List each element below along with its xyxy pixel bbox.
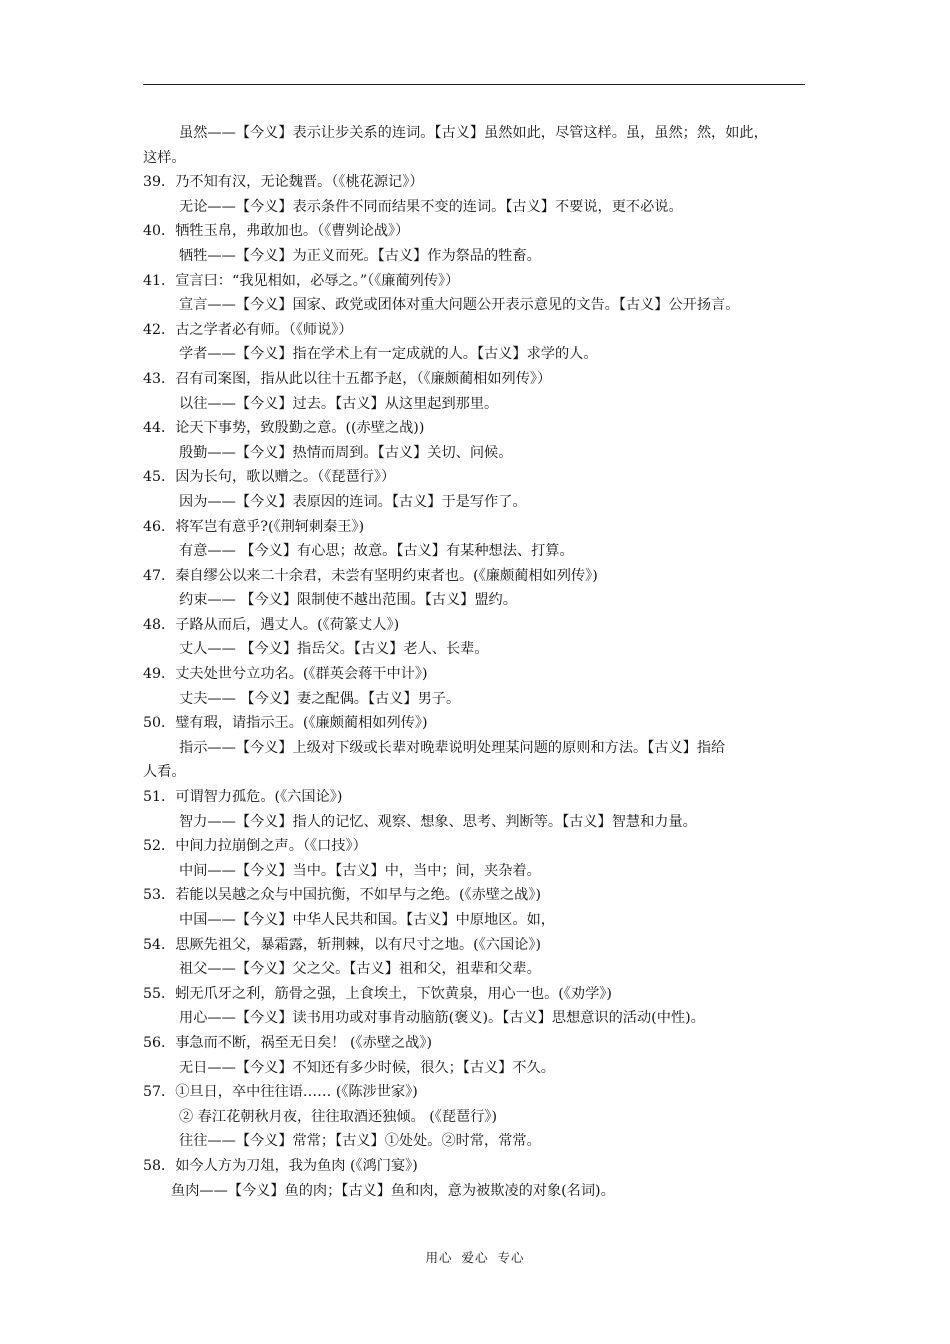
text-line: 这样。: [143, 149, 186, 166]
text-line: 52．中间力拉崩倒之声。（《口技》）: [143, 838, 367, 855]
text-line: 丈夫—— 【今义】妻之配偶。【古义】男子。: [179, 690, 461, 707]
text-line: 用心——【今义】读书用功或对事肯动脑筋(褒义)。【古义】思想意识的活动(中性)。: [179, 1010, 705, 1027]
text-line: 46．将军岂有意乎?(《荆轲刺秦王》): [143, 518, 365, 535]
text-line: 44．论天下事势，致殷勤之意。((赤壁之战)): [143, 420, 425, 437]
text-line: 57．①旦日，卒中往往语…… (《陈涉世家》): [143, 1084, 418, 1101]
document-body: [143, 121, 811, 1203]
text-line: 中国——【今义】中华人民共和国。【古义】中原地区。如，: [179, 912, 555, 928]
text-line: 中间——【今义】当中。【古义】中，当中；间，夹杂着。: [179, 862, 541, 879]
text-line: 55．蚓无爪牙之利，筋骨之强，上食埃土，下饮黄泉，用心一也。(《劝学》): [143, 985, 612, 1002]
text-line: 47．秦自缪公以来二十余君，未尝有坚明约束者也。(《廉颇蔺相如列传》): [143, 567, 598, 584]
text-line: 有意—— 【今义】有心思；故意。【古义】有某种想法、打算。: [179, 543, 574, 560]
text-line: 50．璧有瑕，请指示王。(《廉颇蔺相如列传》): [143, 715, 428, 732]
text-line: 人看。: [143, 764, 186, 781]
text-line: 51．可谓智力孤危。(《六国论》): [143, 789, 343, 806]
text-line: 45．因为长句，歌以赠之。（《琵琶行》）: [143, 469, 396, 486]
text-line: 鱼肉——【今义】鱼的肉；【古义】鱼和肉，意为被欺凌的对象(名词)。: [171, 1182, 615, 1199]
text-line: 39．乃不知有汉，无论魏晋。（《桃花源记》）: [143, 174, 424, 191]
text-line: 指示——【今义】上级对下级或长辈对晚辈说明处理某问题的原则和方法。【古义】指给: [179, 739, 726, 756]
text-line: 牺牲——【今义】为正义而死。【古义】作为祭品的牲畜。: [179, 247, 541, 264]
text-line: 丈人—— 【今义】指岳父。【古义】老人、长辈。: [179, 641, 489, 658]
text-line: 无日——【今义】不知还有多少时候，很久；【古义】不久。: [179, 1059, 555, 1076]
text-line: 宣言——【今义】国家、政党或团体对重大问题公开表示意见的文告。【古义】公开扬言。: [179, 297, 740, 314]
text-line: 祖父——【今义】父之父。【古义】祖和父，祖辈和父辈。: [179, 961, 541, 978]
text-line: 42．古之学者必有师。（《师说》）: [143, 321, 353, 338]
text-line: 殷勤——【今义】热情而周到。【古义】关切、问候。: [179, 444, 513, 461]
text-line: 约束—— 【今义】限制使不越出范围。【古义】盟约。: [179, 592, 517, 609]
text-line: 以往——【今义】过去。【古义】从这里起到那里。: [179, 395, 499, 412]
text-line: 41．宣言曰：“我见相如，必辱之。”（《廉蔺列传》）: [143, 272, 460, 289]
text-line: 无论——【今义】表示条件不同而结果不变的连词。【古义】不要说，更不必说。: [179, 198, 683, 215]
text-line: 56．事急而不断，祸至无日矣！ (《赤壁之战》): [143, 1034, 432, 1051]
text-line: 48．子路从而后，遇丈人。(《荷篆丈人》): [143, 616, 400, 633]
header-rule: [143, 84, 805, 85]
text-line: 40．牺牲玉帛，弗敢加也。（《曹刿论战》）: [143, 223, 410, 240]
text-line: 因为——【今义】表原因的连词。【古义】于是写作了。: [179, 493, 527, 510]
page-footer: 用心 爱心 专心: [425, 1250, 525, 1265]
text-line: 53．若能以吴越之众与中国抗衡，不如早与之绝。(《赤壁之战》): [143, 887, 541, 904]
text-line: 往往——【今义】常常；【古义】①处处。②时常，常常。: [179, 1133, 541, 1150]
text-line: 58．如今人方为刀俎，我为鱼肉 (《鸿门宴》): [143, 1157, 418, 1174]
text-line: 学者——【今义】指在学术上有一定成就的人。【古义】求学的人。: [179, 346, 598, 363]
text-line: 54．思厥先祖父，暴霜露，斩荆棘，以有尺寸之地。(《六国论》): [143, 936, 541, 953]
text-line: 智力——【今义】指人的记忆、观察、想象、思考、判断等。【古义】智慧和力量。: [179, 813, 697, 830]
text-line: 43．召有司案图，指从此以往十五都予赵，（《廉颇蔺相如列传》）: [143, 370, 552, 387]
text-line: ② 春江花朝秋月夜，往往取酒还独倾。 (《琵琶行》): [179, 1108, 498, 1125]
text-line: 49．丈夫处世兮立功名。(《群英会蒋干中计》): [143, 666, 428, 683]
text-line: 虽然——【今义】表示让步关系的连词。【古义】虽然如此，尽管这样。虽，虽然；然，如此，: [179, 125, 768, 141]
